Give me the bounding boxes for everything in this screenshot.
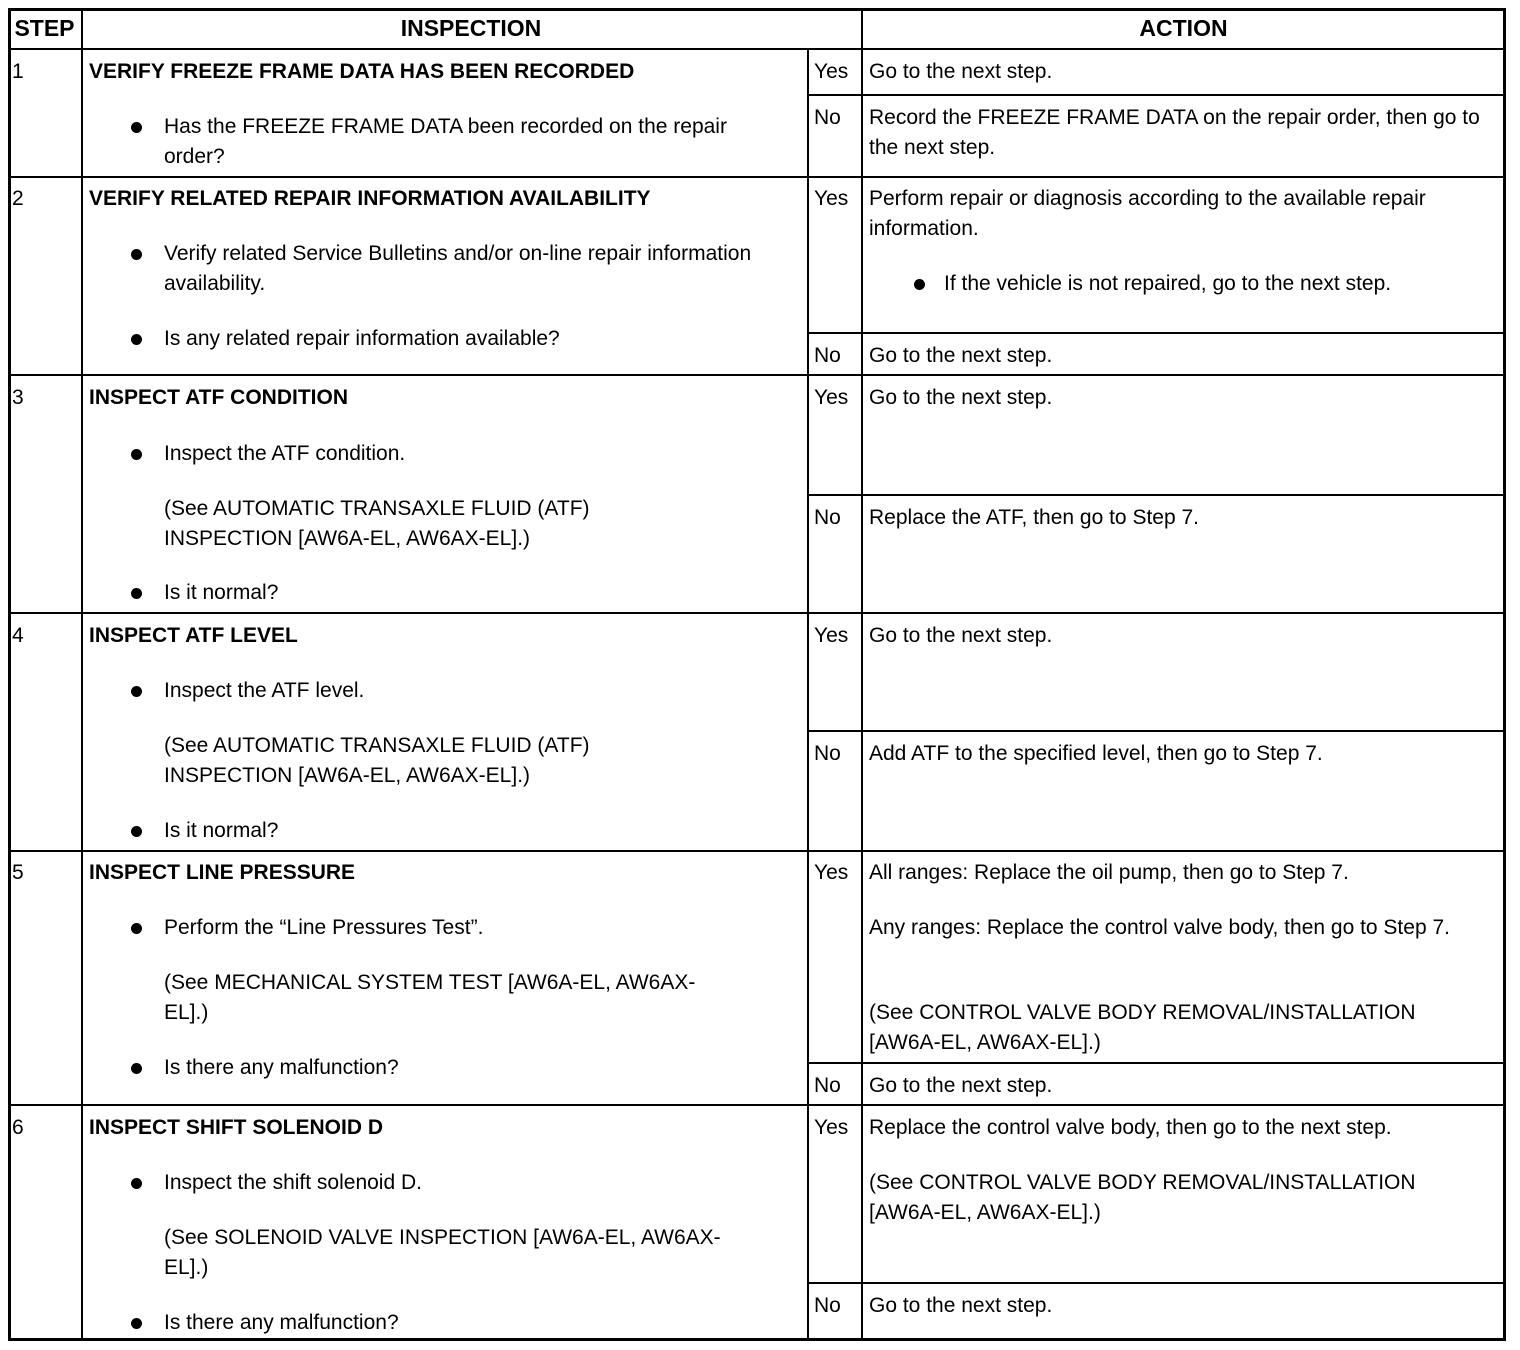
inspection-reference: (See SOLENOID VALVE INSPECTION [AW6A-EL, AW6AX-EL].) [164, 1226, 721, 1279]
bullet-icon [131, 923, 142, 934]
yes-action-reference: (See CONTROL VALVE BODY REMOVAL/INSTALLATION [AW6A-EL, AW6AX-EL].) [869, 1001, 1416, 1054]
row-divider [8, 612, 1506, 614]
yes-action: Go to the next step. [869, 386, 1053, 409]
header-inspection: INSPECTION [400, 15, 542, 41]
yes-no-divider [807, 94, 1506, 96]
no-action: Replace the ATF, then go to Step 7. [869, 506, 1199, 529]
bullet-icon [131, 334, 142, 345]
no-label: No [814, 742, 841, 765]
inspection-item: Is there any malfunction? [164, 1056, 399, 1079]
header-action: ACTION [1139, 15, 1228, 41]
yes-no-divider [807, 494, 1506, 496]
no-label: No [814, 506, 841, 529]
yes-label: Yes [814, 1116, 849, 1139]
row-divider [8, 850, 1506, 852]
col-divider-inspection [807, 48, 809, 1341]
col-divider-action [861, 8, 863, 1341]
step-title: VERIFY RELATED REPAIR INFORMATION AVAILABILITY [89, 187, 651, 210]
yes-action: All ranges: Replace the oil pump, then go to Step 7. [869, 861, 1349, 884]
no-label: No [814, 344, 841, 367]
yes-label: Yes [814, 861, 849, 884]
bullet-icon [131, 249, 142, 260]
step-number: 1 [12, 60, 24, 83]
yes-action: Go to the next step. [869, 624, 1053, 647]
bullet-icon [131, 1178, 142, 1189]
bullet-icon [131, 449, 142, 460]
no-label: No [814, 1074, 841, 1097]
bullet-icon [131, 826, 142, 837]
step-number: 2 [12, 187, 24, 210]
bullet-icon [131, 1063, 142, 1074]
yes-no-divider [807, 332, 1506, 334]
yes-label: Yes [814, 386, 849, 409]
step-title: INSPECT LINE PRESSURE [89, 861, 356, 884]
step-number: 6 [12, 1116, 24, 1139]
step-title: VERIFY FREEZE FRAME DATA HAS BEEN RECORDED [89, 60, 635, 83]
inspection-reference: (See AUTOMATIC TRANSAXLE FLUID (ATF) INSPECTION [AW6A-EL, AW6AX-EL].) [164, 497, 590, 550]
inspection-item: Perform the “Line Pressures Test”. [164, 916, 484, 939]
inspection-item: Is it normal? [164, 819, 279, 842]
yes-action: Go to the next step. [869, 60, 1053, 83]
step-title: INSPECT ATF LEVEL [89, 624, 298, 647]
inspection-item: Has the FREEZE FRAME DATA been recorded on the repair order? [164, 115, 727, 168]
inspection-item: Verify related Service Bulletins and/or on-line repair information availability. [164, 242, 752, 295]
row-divider [8, 374, 1506, 376]
inspection-reference: (See AUTOMATIC TRANSAXLE FLUID (ATF) INSPECTION [AW6A-EL, AW6AX-EL].) [164, 734, 590, 787]
yes-action: Replace the control valve body, then go to the next step. [869, 1116, 1392, 1139]
header-row-divider [8, 48, 1506, 50]
yes-no-divider [807, 1282, 1506, 1284]
diagnostic-table [8, 8, 1506, 1341]
no-label: No [814, 1294, 841, 1317]
step-number: 5 [12, 861, 24, 884]
inspection-item: Inspect the shift solenoid D. [164, 1171, 422, 1194]
inspection-item: Is any related repair information available? [164, 327, 560, 350]
inspection-item: Is it normal? [164, 581, 279, 604]
bullet-icon [914, 279, 925, 290]
yes-no-divider [807, 730, 1506, 732]
step-number: 3 [12, 386, 24, 409]
yes-action-detail: Any ranges: Replace the control valve body, then go to Step 7. [869, 916, 1450, 939]
no-action: Go to the next step. [869, 1074, 1053, 1097]
yes-action-reference: (See CONTROL VALVE BODY REMOVAL/INSTALLATION [AW6A-EL, AW6AX-EL].) [869, 1171, 1416, 1224]
row-divider [8, 176, 1506, 178]
yes-action: Perform repair or diagnosis according to the available repair information. [869, 187, 1426, 240]
no-action: Go to the next step. [869, 1294, 1053, 1317]
bullet-icon [131, 686, 142, 697]
bullet-icon [131, 122, 142, 133]
step-number: 4 [12, 624, 24, 647]
yes-no-divider [807, 1062, 1506, 1064]
bullet-icon [131, 588, 142, 599]
yes-action-bullet: If the vehicle is not repaired, go to the next step. [944, 272, 1392, 295]
inspection-reference: (See MECHANICAL SYSTEM TEST [AW6A-EL, AW6AX-EL].) [164, 971, 696, 1024]
bullet-icon [131, 1318, 142, 1329]
no-action: Go to the next step. [869, 344, 1053, 367]
yes-label: Yes [814, 624, 849, 647]
yes-label: Yes [814, 187, 849, 210]
no-action: Record the FREEZE FRAME DATA on the repair order, then go to the next step. [869, 106, 1480, 159]
step-title: INSPECT ATF CONDITION [89, 386, 348, 409]
inspection-item: Inspect the ATF level. [164, 679, 365, 702]
no-action: Add ATF to the specified level, then go to Step 7. [869, 742, 1323, 765]
step-title: INSPECT SHIFT SOLENOID D [89, 1116, 384, 1139]
yes-label: Yes [814, 60, 849, 83]
no-label: No [814, 106, 841, 129]
inspection-item: Is there any malfunction? [164, 1311, 399, 1334]
col-divider-step [81, 8, 83, 1341]
header-step: STEP [14, 15, 75, 41]
row-divider [8, 1104, 1506, 1106]
inspection-item: Inspect the ATF condition. [164, 442, 406, 465]
